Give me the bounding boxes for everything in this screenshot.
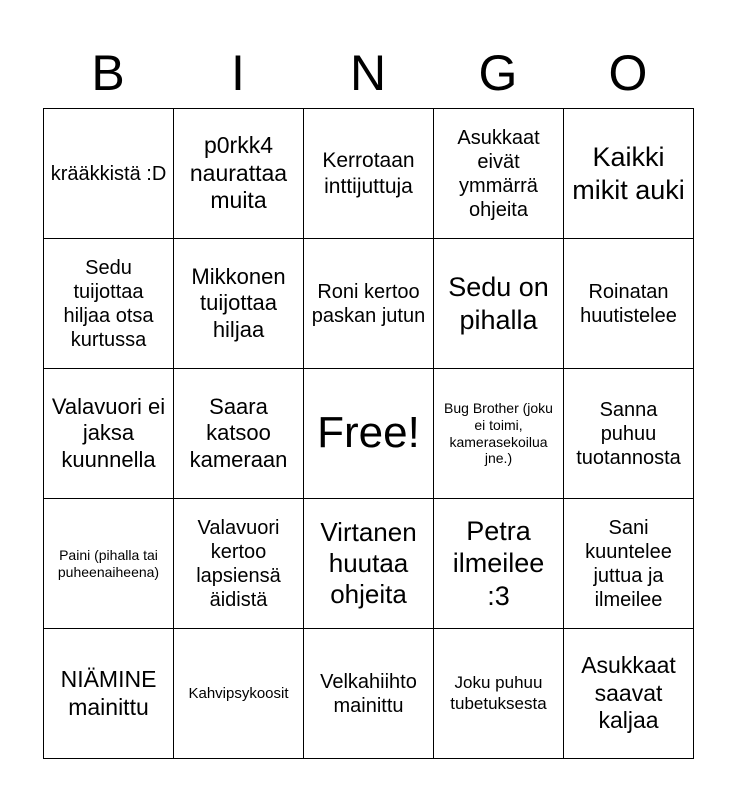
bingo-cell[interactable]: Asukkaat eivät ymmärrä ohjeita	[434, 109, 564, 239]
header-letter-g: G	[478, 45, 518, 101]
bingo-cell[interactable]: Valavuori kertoo lapsiensä äidistä	[174, 499, 304, 629]
bingo-cell[interactable]: Kerrotaan inttijuttuja	[304, 109, 434, 239]
bingo-cell[interactable]: Saara katsoo kameraan	[174, 369, 304, 499]
bingo-cell[interactable]: Mikkonen tuijottaa hiljaa	[174, 239, 304, 369]
bingo-cell[interactable]: Bug Brother (joku ei toimi, kamerasekoilua jne.)	[434, 369, 564, 499]
bingo-cell[interactable]: p0rkk4 naurattaa muita	[174, 109, 304, 239]
header-letter-i: I	[231, 45, 245, 101]
free-cell[interactable]: Free!	[304, 369, 434, 499]
bingo-cell[interactable]: Asukkaat saavat kaljaa	[564, 629, 694, 759]
bingo-cell[interactable]: Roni kertoo paskan jutun	[304, 239, 434, 369]
header-letter-n: N	[349, 45, 387, 101]
bingo-cell[interactable]: Valavuori ei jaksa kuunnella	[44, 369, 174, 499]
bingo-cell[interactable]: Sedu on pihalla	[434, 239, 564, 369]
bingo-cell[interactable]: Virtanen huutaa ohjeita	[304, 499, 434, 629]
bingo-cell[interactable]: Kaikki mikit auki	[564, 109, 694, 239]
bingo-cell[interactable]: Velkahiihto mainittu	[304, 629, 434, 759]
header-letter-b: B	[91, 45, 125, 101]
bingo-cell[interactable]: Sani kuuntelee juttua ja ilmeilee	[564, 499, 694, 629]
bingo-cell[interactable]: krääkkistä :D	[44, 109, 174, 239]
bingo-cell[interactable]: Kahvipsykoosit	[174, 629, 304, 759]
bingo-cell[interactable]: Sanna puhuu tuotannosta	[564, 369, 694, 499]
bingo-cell[interactable]: NIÄMINE mainittu	[44, 629, 174, 759]
bingo-grid	[43, 108, 694, 759]
bingo-cell[interactable]: Paini (pihalla tai puheenaiheena)	[44, 499, 174, 629]
bingo-cell[interactable]: Roinatan huutistelee	[564, 239, 694, 369]
bingo-cell[interactable]: Sedu tuijottaa hiljaa otsa kurtussa	[44, 239, 174, 369]
bingo-header	[43, 38, 693, 108]
bingo-cell[interactable]: Joku puhuu tubetuksesta	[434, 629, 564, 759]
header-letter-o: O	[608, 45, 648, 101]
bingo-cell[interactable]: Petra ilmeilee :3	[434, 499, 564, 629]
